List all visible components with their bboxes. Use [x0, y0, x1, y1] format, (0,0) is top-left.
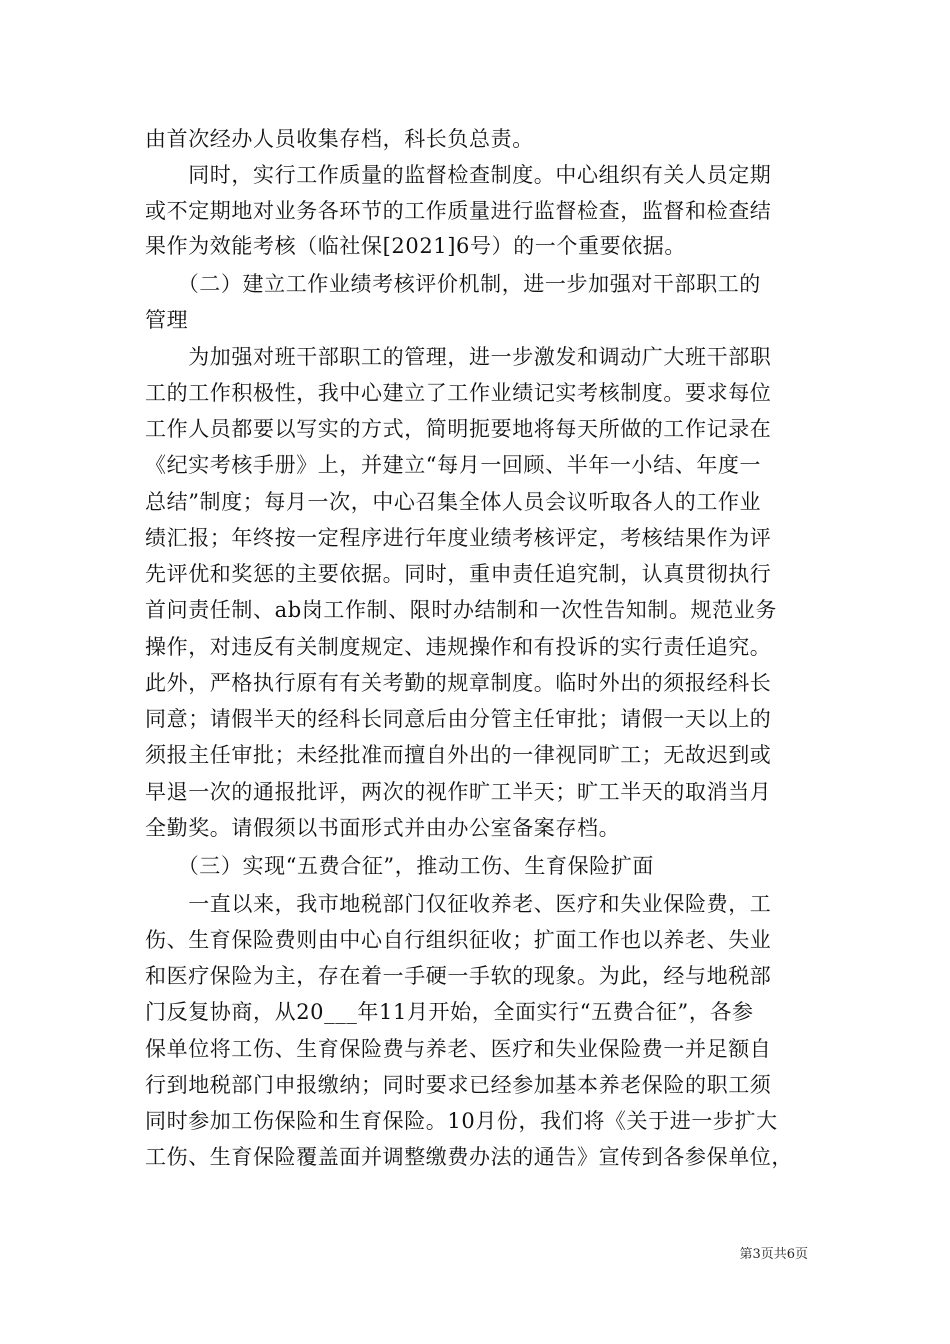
text-line: 早退一次的通报批评，两次的视作旷工半天；旷工半天的取消当月 [145, 780, 772, 804]
text-line: 伤、生育保险费则由中心自行组织征收；扩面工作也以养老、失业 [145, 928, 772, 952]
text-line: 先评优和奖惩的主要依据。同时，重申责任追究制，认真贯彻执行 [145, 562, 772, 586]
text-line: 同时，实行工作质量的监督检查制度。中心组织有关人员定期 [145, 163, 772, 187]
text-line: 首问责任制、ab岗工作制、限时办结制和一次性告知制。规范业务 [145, 598, 777, 622]
text-line: 和医疗保险为主，存在着一手硬一手软的现象。为此，经与地税部 [145, 964, 772, 988]
text-line: 须报主任审批；未经批准而擅自外出的一律视同旷工；无故迟到或 [145, 743, 772, 767]
page-number: 第3页共6页 [739, 1247, 808, 1262]
section-heading: （二）建立工作业绩考核评价机制，进一步加强对干部职工的 [145, 272, 761, 296]
section-heading: （三）实现“五费合征”，推动工伤、生育保险扩面 [145, 854, 654, 878]
text-line: 由首次经办人员收集存档，科长负总责。 [145, 127, 534, 151]
text-line: 保单位将工伤、生育保险费与养老、医疗和失业保险费一并足额自 [145, 1037, 772, 1061]
text-line: 《纪实考核手册》上，并建立“每月一回顾、半年一小结、年度一 [145, 453, 762, 477]
text-line: 行到地税部门申报缴纳；同时要求已经参加基本养老保险的职工须 [145, 1073, 772, 1097]
text-line: 总结”制度；每月一次，中心召集全体人员会议听取各人的工作业 [145, 490, 762, 514]
text-line: 绩汇报；年终按一定程序进行年度业绩考核评定，考核结果作为评 [145, 526, 772, 550]
text-line: 或不定期地对业务各环节的工作质量进行监督检查，监督和检查结 [145, 199, 772, 223]
text-line: 同意；请假半天的经科长同意后由分管主任审批；请假一天以上的 [145, 707, 772, 731]
text-line: 工的工作积极性，我中心建立了工作业绩记实考核制度。要求每位 [145, 381, 772, 405]
text-line: 一直以来，我市地税部门仅征收养老、医疗和失业保险费，工 [145, 892, 772, 916]
text-line: 操作，对违反有关制度规定、违规操作和有投诉的实行责任追究。 [145, 635, 772, 659]
text-line: 果作为效能考核（临社保[2021]6号）的一个重要依据。 [145, 234, 686, 258]
text-line: 为加强对班干部职工的管理，进一步激发和调动广大班干部职 [145, 345, 772, 369]
text-line: 工伤、生育保险覆盖面并调整缴费办法的通告》宣传到各参保单位， [145, 1145, 793, 1169]
text-line: 工作人员都要以写实的方式，简明扼要地将每天所做的工作记录在 [145, 417, 772, 441]
section-heading: 管理 [145, 308, 189, 332]
text-line: 此外，严格执行原有有关考勤的规章制度。临时外出的须报经科长 [145, 671, 772, 695]
text-line: 全勤奖。请假须以书面形式并由办公室备案存档。 [145, 816, 621, 840]
text-line: 门反复协商，从20___年11月开始，全面实行“五费合征”，各参 [145, 1000, 754, 1024]
text-line: 同时参加工伤保险和生育保险。10月份，我们将《关于进一步扩大 [145, 1109, 778, 1133]
